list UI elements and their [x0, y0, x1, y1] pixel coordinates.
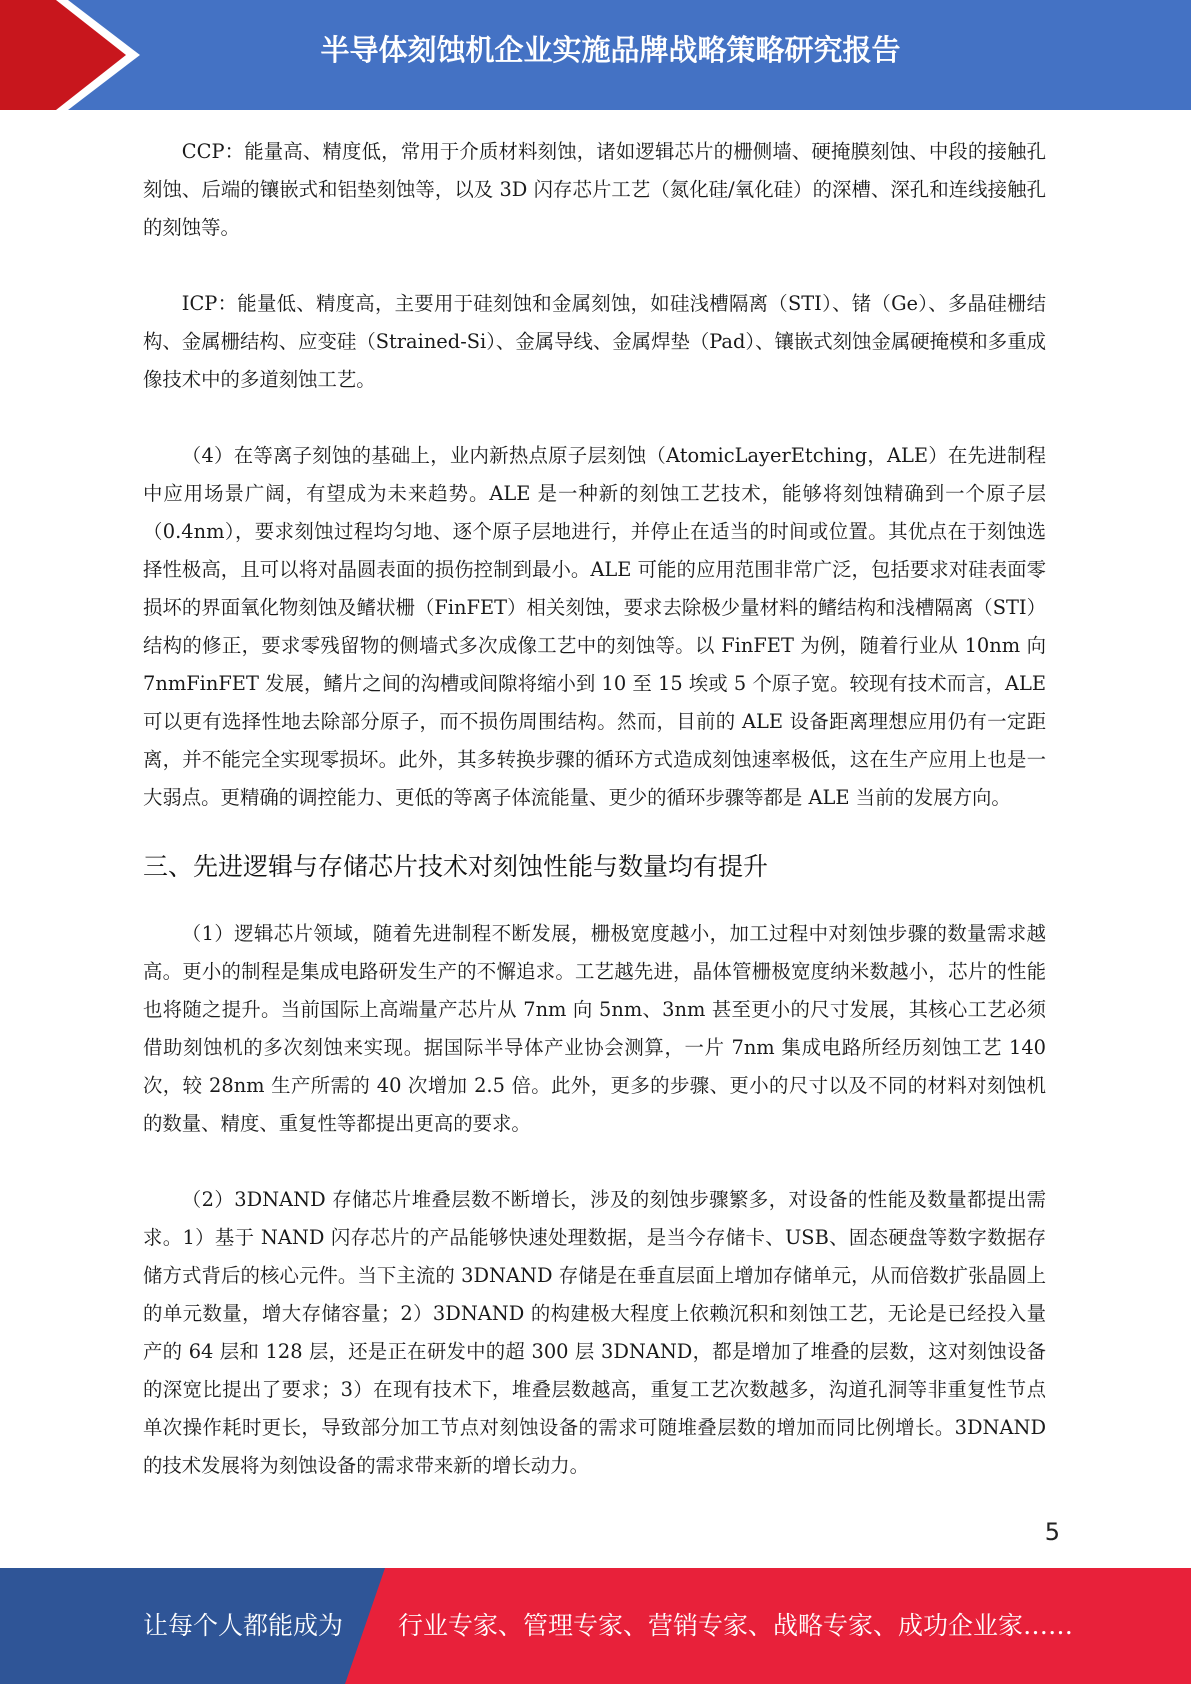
paragraph-ccp: CCP：能量高、精度低，常用于介质材料刻蚀，诸如逻辑芯片的栅侧墙、硬掩膜刻蚀、中段的接触孔刻蚀、后端的镶嵌式和铝垫刻蚀等，以及 3D 闪存芯片工艺（氮化硅/氧化硅）的深槽、深孔和连线接触孔的刻蚀等。 [143, 140, 1046, 239]
page-header [0, 0, 1191, 110]
footer-slogan-right: 行业专家、管理专家、营销专家、战略专家、成功企业家…… [398, 1611, 1074, 1640]
footer-slogan-left: 让每个人都能成为 [143, 1611, 344, 1640]
paragraph-logic-chip: （1）逻辑芯片领域，随着先进制程不断发展，栅极宽度越小，加工过程中对刻蚀步骤的数量需求越高。更小的制程是集成电路研发生产的不懈追求。工艺越先进，晶体管栅极宽度纳米数越小，芯片的性能也将随之提升。当前国际上高端量产芯片从 7nm 向 5nm、3nm 甚至更小的尺寸发展，其核心工艺必须借助刻蚀机的多次刻蚀来实现。据国际半导体产业协会测算，一片 7nm 集成电路所经历刻蚀工艺 140 次，较 28nm 生产所需的 40 次增加 2.5 倍。此外，更多的步骤、更小的尺寸以及不同的材料对刻蚀机的数量、精度、重复性等都提出更高的要求。 [143, 922, 1046, 1135]
document-body [143, 133, 1046, 1485]
page-footer [0, 1568, 1191, 1684]
paragraph-icp: ICP：能量低、精度高，主要用于硅刻蚀和金属刻蚀，如硅浅槽隔离（STI）、锗（Ge）、多晶硅栅结构、金属栅结构、应变硅（Strained-Si）、金属导线、金属焊垫（Pad）、镶嵌式刻蚀金属硬掩模和多重成像技术中的多道刻蚀工艺。 [143, 292, 1046, 391]
report-title: 半导体刻蚀机企业实施品牌战略策略研究报告 [320, 33, 901, 67]
page-number: 5 [1044, 1518, 1060, 1546]
paragraph-3dnand: （2）3DNAND 存储芯片堆叠层数不断增长，涉及的刻蚀步骤繁多，对设备的性能及数量都提出需求。1）基于 NAND 闪存芯片的产品能够快速处理数据，是当今存储卡、USB、固态硬盘等数字数据存储方式背后的核心元件。当下主流的 3DNAND 存储是在垂直层面上增加存储单元，从而倍数扩张晶圆上的单元数量，增大存储容量；2）3DNAND 的构建极大程度上依赖沉积和刻蚀工艺，无论是已经投入量产的 64 层和 128 层，还是正在研发中的超 300 层 3DNAND，都是增加了堆叠的层数，这对刻蚀设备的深宽比提出了要求；3）在现有技术下，堆叠层数越高，重复工艺次数越多，沟道孔洞等非重复性节点单次操作耗时更长，导致部分加工节点对刻蚀设备的需求可随堆叠层数的增加而同比例增长。3DNAND 的技术发展将为刻蚀设备的需求带来新的增长动力。 [143, 1188, 1046, 1477]
paragraph-ale: （4）在等离子刻蚀的基础上，业内新热点原子层刻蚀（AtomicLayerEtching，ALE）在先进制程中应用场景广阔，有望成为未来趋势。ALE 是一种新的刻蚀工艺技术，能够将刻蚀精确到一个原子层（0.4nm），要求刻蚀过程均匀地、逐个原子层地进行，并停止在适当的时间或位置。其优点在于刻蚀选择性极高，且可以将对晶圆表面的损伤控制到最小。ALE 可能的应用范围非常广泛，包括要求对硅表面零损坏的界面氧化物刻蚀及鳍状栅（FinFET）相关刻蚀，要求去除极少量材料的鳍结构和浅槽隔离（STI）结构的修正，要求零残留物的侧墙式多次成像工艺中的刻蚀等。以 FinFET 为例，随着行业从 10nm 向 7nmFinFET 发展，鳍片之间的沟槽或间隙将缩小到 10 至 15 埃或 5 个原子宽。较现有技术而言，ALE 可以更有选择性地去除部分原子，而不损伤周围结构。然而，目前的 ALE 设备距离理想应用仍有一定距离，并不能完全实现零损坏。此外，其多转换步骤的循环方式造成刻蚀速率极低，这在生产应用上也是一大弱点。更精确的调控能力、更低的等离子体流能量、更少的循环步骤等都是 ALE 当前的发展方向。 [143, 444, 1046, 809]
section-heading: 三、先进逻辑与存储芯片技术对刻蚀性能与数量均有提升 [143, 852, 769, 881]
